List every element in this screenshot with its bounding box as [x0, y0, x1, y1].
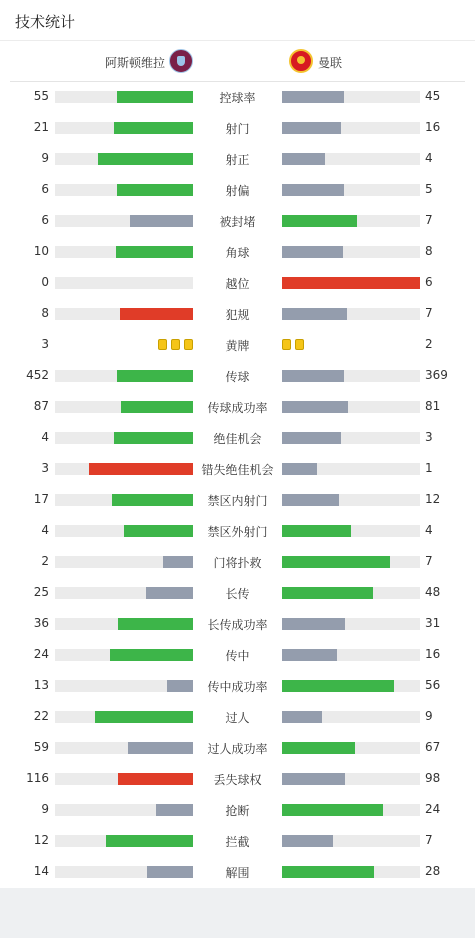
away-value: 8: [425, 244, 433, 258]
stat-row: [0, 329, 475, 360]
home-bar-track: [55, 153, 193, 165]
home-bar-fill: [124, 525, 193, 537]
stat-label: 过人成功率: [207, 742, 268, 756]
away-value: 16: [425, 120, 441, 134]
away-bar-fill: [282, 773, 345, 785]
home-bar-track: [55, 246, 193, 258]
away-bar-track: [282, 463, 420, 475]
away-bar-track: [282, 122, 420, 134]
stat-row: [0, 670, 475, 701]
away-bar-fill: [282, 432, 341, 444]
stat-row: [0, 298, 475, 329]
away-bar-fill: [282, 525, 351, 537]
stat-label: 解围: [225, 866, 250, 880]
stat-row: [0, 546, 475, 577]
away-bar-track: [282, 494, 420, 506]
away-value: 98: [425, 771, 441, 785]
away-value: 4: [425, 151, 433, 165]
home-bar-fill: [89, 463, 193, 475]
home-cards: [154, 339, 193, 351]
home-value: 10: [33, 244, 49, 258]
home-value: 8: [41, 306, 49, 320]
stat-label: 传中成功率: [207, 680, 268, 694]
home-bar-track: [55, 773, 193, 785]
away-bar-fill: [282, 215, 357, 227]
away-bar-track: [282, 370, 420, 382]
away-value: 24: [425, 802, 441, 816]
away-bar-track: [282, 835, 420, 847]
away-bar-fill: [282, 835, 333, 847]
away-bar-track: [282, 432, 420, 444]
home-bar-track: [55, 494, 193, 506]
home-bar-track: [55, 618, 193, 630]
away-bar-fill: [282, 277, 420, 289]
away-value: 12: [425, 492, 441, 506]
page-title: 技术统计: [15, 13, 76, 31]
home-value: 2: [41, 554, 49, 568]
home-value: 116: [26, 771, 49, 785]
home-bar-track: [55, 91, 193, 103]
home-bar-fill: [130, 215, 193, 227]
away-value: 67: [425, 740, 441, 754]
stat-row: [0, 422, 475, 453]
away-bar-track: [282, 587, 420, 599]
home-bar-track: [55, 122, 193, 134]
home-bar-track: [55, 556, 193, 568]
home-value: 452: [26, 368, 49, 382]
away-value: 7: [425, 306, 433, 320]
away-bar-track: [282, 401, 420, 413]
away-bar-fill: [282, 711, 322, 723]
stat-row: [0, 701, 475, 732]
away-bar-fill: [282, 91, 344, 103]
stat-row: [0, 174, 475, 205]
stat-label: 绝佳机会: [213, 432, 262, 446]
home-bar-track: [55, 525, 193, 537]
away-value: 2: [425, 337, 433, 351]
stat-label: 被封堵: [219, 215, 256, 229]
away-value: 5: [425, 182, 433, 196]
home-bar-track: [55, 866, 193, 878]
home-bar-fill: [116, 246, 193, 258]
home-value: 55: [33, 89, 49, 103]
home-value: 36: [33, 616, 49, 630]
stat-label: 抢断: [225, 804, 250, 818]
away-value: 56: [425, 678, 441, 692]
stat-label: 长传成功率: [207, 618, 268, 632]
home-value: 21: [33, 120, 49, 134]
home-bar-track: [55, 804, 193, 816]
away-bar-fill: [282, 463, 317, 475]
home-bar-fill: [156, 804, 193, 816]
home-value: 14: [33, 864, 49, 878]
stat-row: [0, 112, 475, 143]
home-value: 9: [41, 151, 49, 165]
team-header: [10, 41, 465, 82]
stat-row: [0, 825, 475, 856]
stat-row: [0, 267, 475, 298]
away-bar-fill: [282, 370, 344, 382]
stat-label: 门将扑救: [213, 556, 262, 570]
away-value: 9: [425, 709, 433, 723]
home-value: 22: [33, 709, 49, 723]
away-bar-fill: [282, 680, 394, 692]
home-value: 4: [41, 430, 49, 444]
home-bar-fill: [114, 432, 193, 444]
home-value: 13: [33, 678, 49, 692]
home-value: 12: [33, 833, 49, 847]
home-bar-track: [55, 277, 193, 289]
away-bar-fill: [282, 153, 325, 165]
stat-row: [0, 391, 475, 422]
stat-label: 角球: [225, 246, 250, 260]
stat-row: [0, 608, 475, 639]
stats-list: [0, 81, 475, 887]
away-bar-fill: [282, 587, 373, 599]
home-value: 3: [41, 461, 49, 475]
away-bar-track: [282, 649, 420, 661]
away-bar-track: [282, 866, 420, 878]
home-bar-fill: [110, 649, 193, 661]
home-team-name[interactable]: 阿斯顿维拉: [104, 56, 165, 70]
stat-row: [0, 732, 475, 763]
home-bar-fill: [147, 866, 193, 878]
home-value: 9: [41, 802, 49, 816]
away-bar-track: [282, 277, 420, 289]
yellow-card-icon: [158, 339, 167, 350]
yellow-card-icon: [295, 339, 304, 350]
home-bar-fill: [106, 835, 193, 847]
away-bar-track: [282, 618, 420, 630]
home-bar-track: [55, 432, 193, 444]
stat-row: [0, 639, 475, 670]
home-value: 3: [41, 337, 49, 351]
home-bar-track: [55, 587, 193, 599]
home-bar-fill: [121, 401, 193, 413]
home-bar-track: [55, 680, 193, 692]
away-bar-track: [282, 246, 420, 258]
home-bar-fill: [163, 556, 193, 568]
away-value: 81: [425, 399, 441, 413]
title-bar: [0, 0, 475, 41]
away-value: 28: [425, 864, 441, 878]
away-bar-track: [282, 680, 420, 692]
away-value: 7: [425, 833, 433, 847]
stat-row: [0, 205, 475, 236]
stat-label: 错失绝佳机会: [201, 463, 274, 477]
yellow-card-icon: [282, 339, 291, 350]
stat-row: [0, 453, 475, 484]
away-bar-fill: [282, 246, 343, 258]
home-value: 17: [33, 492, 49, 506]
away-bar-fill: [282, 804, 383, 816]
stat-label: 射偏: [225, 184, 250, 198]
away-value: 369: [425, 368, 448, 382]
stat-label: 禁区外射门: [207, 525, 268, 539]
away-value: 16: [425, 647, 441, 661]
stat-label: 过人: [225, 711, 250, 725]
home-bar-fill: [117, 184, 193, 196]
home-bar-track: [55, 835, 193, 847]
home-bar-fill: [118, 618, 193, 630]
away-bar-fill: [282, 184, 344, 196]
home-bar-track: [55, 463, 193, 475]
away-team-logo-icon[interactable]: [289, 49, 313, 73]
away-bar-track: [282, 742, 420, 754]
home-bar-fill: [112, 494, 193, 506]
away-team-name[interactable]: 曼联: [318, 56, 343, 70]
home-value: 6: [41, 213, 49, 227]
away-bar-fill: [282, 649, 337, 661]
home-bar-fill: [117, 91, 193, 103]
away-value: 7: [425, 554, 433, 568]
home-bar-fill: [95, 711, 193, 723]
away-bar-fill: [282, 618, 345, 630]
stat-row: [0, 794, 475, 825]
home-bar-track: [55, 308, 193, 320]
home-value: 0: [41, 275, 49, 289]
stat-label: 越位: [225, 277, 250, 291]
home-bar-fill: [114, 122, 193, 134]
stat-label: 射门: [225, 122, 250, 136]
home-bar-track: [55, 184, 193, 196]
home-bar-fill: [146, 587, 193, 599]
home-bar-track: [55, 370, 193, 382]
stat-label: 拦截: [225, 835, 250, 849]
home-bar-track: [55, 711, 193, 723]
home-team-logo-icon[interactable]: [169, 49, 193, 73]
away-value: 4: [425, 523, 433, 537]
home-value: 59: [33, 740, 49, 754]
away-bar-fill: [282, 122, 341, 134]
home-bar-track: [55, 401, 193, 413]
away-bar-track: [282, 804, 420, 816]
stat-label: 长传: [225, 587, 250, 601]
away-bar-track: [282, 711, 420, 723]
away-value: 45: [425, 89, 441, 103]
stat-row: [0, 484, 475, 515]
home-bar-fill: [167, 680, 193, 692]
home-value: 24: [33, 647, 49, 661]
away-bar-track: [282, 153, 420, 165]
home-value: 6: [41, 182, 49, 196]
stat-row: [0, 856, 475, 887]
home-bar-fill: [128, 742, 193, 754]
stat-label: 犯规: [225, 308, 250, 322]
stat-label: 传中: [225, 649, 250, 663]
away-bar-fill: [282, 494, 339, 506]
stat-row: [0, 236, 475, 267]
away-cards: [282, 339, 308, 351]
away-bar-track: [282, 184, 420, 196]
stat-label: 射正: [225, 153, 250, 167]
home-bar-fill: [118, 773, 193, 785]
home-bar-fill: [117, 370, 193, 382]
away-value: 31: [425, 616, 441, 630]
away-bar-track: [282, 773, 420, 785]
away-value: 1: [425, 461, 433, 475]
away-value: 6: [425, 275, 433, 289]
home-value: 4: [41, 523, 49, 537]
home-bar-fill: [98, 153, 193, 165]
stat-row: [0, 515, 475, 546]
stat-row: [0, 143, 475, 174]
yellow-card-icon: [184, 339, 193, 350]
away-bar-track: [282, 91, 420, 103]
stat-row: [0, 360, 475, 391]
away-bar-track: [282, 215, 420, 227]
away-value: 7: [425, 213, 433, 227]
stat-label: 传球成功率: [207, 401, 268, 415]
stat-row: [0, 763, 475, 794]
away-bar-track: [282, 556, 420, 568]
away-bar-track: [282, 525, 420, 537]
stat-row: [0, 577, 475, 608]
away-bar-fill: [282, 556, 390, 568]
home-bar-track: [55, 742, 193, 754]
yellow-card-icon: [171, 339, 180, 350]
stat-label: 丢失球权: [213, 773, 262, 787]
home-value: 25: [33, 585, 49, 599]
home-bar-track: [55, 649, 193, 661]
away-value: 3: [425, 430, 433, 444]
away-bar-fill: [282, 401, 348, 413]
away-bar-fill: [282, 866, 374, 878]
away-value: 48: [425, 585, 441, 599]
stat-row: [0, 81, 475, 112]
stat-label: 禁区内射门: [207, 494, 268, 508]
away-bar-fill: [282, 742, 355, 754]
home-bar-fill: [120, 308, 193, 320]
away-bar-track: [282, 308, 420, 320]
stat-label: 黄牌: [225, 339, 250, 353]
home-bar-track: [55, 215, 193, 227]
stat-label: 控球率: [219, 91, 256, 105]
away-bar-fill: [282, 308, 347, 320]
home-value: 87: [33, 399, 49, 413]
stat-label: 传球: [225, 370, 250, 384]
